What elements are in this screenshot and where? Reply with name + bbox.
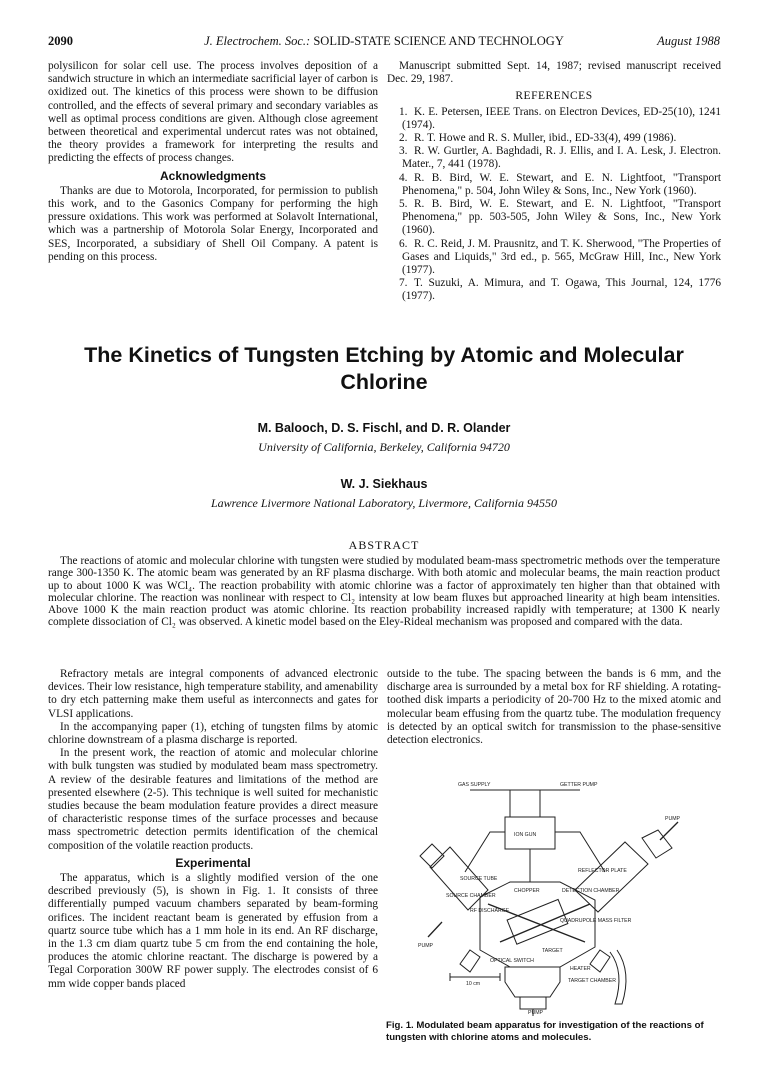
experimental-paragraph-1: The apparatus, which is a slightly modified version of the one described previously (5), is shown in Fig. 1. It consists of three differentially pumped vacuum chambers separated by beam-forming orifices. The incident reactant beam is generated by effusion from a quartz source tube which has a 1 mm hole in its end. An RF discharge, in the 1.3 cm diam quartz tube 5 cm from the end containing the hole, produces the atomic chlorine reactant. The discharge is powered by a Tegal Corporation 300W RF power supply. The electrodes consist of 6 mm wide copper bands placed <box>48 872 378 990</box>
body-left-column <box>48 668 378 991</box>
reference-text: R. B. Bird, W. E. Stewart, and E. N. Lightfoot, "Transport Phenomena," pp. 503-505, John Wiley & Sons, Inc., New York (1960). <box>402 198 721 237</box>
prev-article-left-column <box>48 60 378 264</box>
label-reflector-plate: REFLECTOR PLATE <box>578 868 627 874</box>
affiliation-secondary: Lawrence Livermore National Laboratory, Livermore, California 94550 <box>210 496 557 510</box>
label-source-tube: SOURCE TUBE <box>460 876 498 882</box>
article-title: The Kinetics of Tungsten Etching by Atomic and Molecular Chlorine <box>84 343 684 394</box>
pump-tube-right <box>610 950 626 1004</box>
figure-apparatus-diagram <box>410 772 710 1016</box>
label-getter-pump: GETTER PUMP <box>560 782 598 788</box>
acknowledgments-text: Thanks are due to Motorola, Incorporated, for permission to publish this work, and to the Gasonics Company for performing the high pressure oxidations. This work was performed at Solavolt International, which was a partnership of Motorola Solar Energy, Incorporated and SES, Incorporated, a subsidiary of Shell Oil Company. A patent is pending on this process. <box>48 184 378 263</box>
figure-caption: Fig. 1. Modulated beam apparatus for investigation of the reactions of tungsten with chlorine atoms and molecules. <box>386 1020 704 1043</box>
target-chamber <box>505 967 560 997</box>
experimental-paragraph-2: outside to the tube. The spacing between the bands is 6 mm, and the discharge area is surrounded by a metal box for RF shielding. A rotating-toothed disk imparts a periodicity of 20-700 Hz to the mixed atomic and molecular beam effusing from the quartz tube. The modulation frequency is detected by an optical switch for transmission to the phase-sensitive detection electronics. <box>387 668 721 747</box>
abstract-heading: ABSTRACT <box>348 538 420 552</box>
authors-secondary: W. J. Siekhaus <box>340 477 428 491</box>
reference-item <box>387 198 721 238</box>
reference-text: R. T. Howe and R. S. Muller, ibid., ED-33(4), 499 (1986). <box>414 132 677 145</box>
label-chopper: CHOPPER <box>514 888 540 894</box>
label-scale: 10 cm <box>466 981 481 987</box>
label-quadrupole: QUADRUPOLE MASS FILTER <box>560 918 632 924</box>
reference-item <box>387 145 721 171</box>
reference-number: 7. <box>399 277 408 290</box>
acknowledgments-heading: Acknowledgments <box>159 168 267 183</box>
journal-name-italic: J. Electrochem. Soc.: <box>204 34 311 48</box>
prev-article-right-column <box>387 60 721 304</box>
central-chamber <box>480 882 595 967</box>
label-detection-chamber: DETECTION CHAMBER <box>562 888 620 894</box>
reference-text: R. C. Reid, J. M. Prausnitz, and T. K. Sherwood, "The Properties of Gases and Liquids," 3rd ed., p. 565, McGraw Hill, Inc., New York (1977). <box>402 237 721 277</box>
reference-item <box>387 238 721 278</box>
reference-number: 4. <box>399 171 408 184</box>
reference-text: K. E. Petersen, IEEE Trans. on Electron Devices, ED-25(10), 1241 (1974). <box>402 105 721 131</box>
intro-paragraph-3: In the present work, the reaction of atomic and molecular chlorine with bulk tungsten was studied by modulated beam mass spectrometry. A review of the desirable features and limitations of the method are presented elsewhere (2-5). This technique is well suited for mechanistic studies because the beam modulation feature provides a direct measure of characteristic response times of the surface processes and because mass spectrometric detection permits identification of the chemical composition of the volatile reaction products. <box>48 747 378 852</box>
running-header <box>48 34 720 50</box>
journal-name <box>48 34 720 49</box>
label-gas-supply: GAS SUPPLY <box>458 782 491 788</box>
reference-text: T. Suzuki, A. Mimura, and T. Ogawa, This Journal, 124, 1776 (1977). <box>402 277 721 303</box>
intro-paragraph-1: Refractory metals are integral components of advanced electronic devices. Their low resistance, high temperature stability, and amenability to dry etch patterning make them useful as interconnects and gates for VLSI applications. <box>48 668 379 720</box>
label-heater: HEATER <box>570 966 591 972</box>
reference-text: R. W. Gurtler, A. Baghdadi, R. J. Ellis, and I. A. Lesk, J. Electron. Mater., 7, 441 (1978). <box>402 145 721 171</box>
references-list <box>387 106 721 304</box>
label-pump-bottom: PUMP <box>528 1010 543 1016</box>
reference-number: 2. <box>399 132 408 145</box>
issue-date: August 1988 <box>657 34 720 48</box>
reference-item <box>387 106 721 132</box>
reference-item <box>387 277 721 303</box>
references-heading: REFERENCES <box>515 90 593 103</box>
label-source-chamber: SOURCE CHAMBER <box>446 893 496 899</box>
reference-item <box>387 132 721 145</box>
label-ion-gun: ION GUN <box>514 832 537 838</box>
experimental-heading: Experimental <box>175 855 251 870</box>
reference-number: 5. <box>399 198 408 211</box>
authors-primary: M. Balooch, D. S. Fischl, and D. R. Olander <box>257 421 511 435</box>
reference-text: R. B. Bird, W. E. Stewart, and E. N. Lightfoot, "Transport Phenomena," p. 504, John Wiley & Sons, Inc., New York (1960). <box>402 171 721 197</box>
label-pump-right: PUMP <box>665 816 680 822</box>
label-rf-discharge: RF DISCHARGE <box>470 908 510 914</box>
reference-number: 3. <box>399 145 408 158</box>
reference-number: 6. <box>399 237 408 250</box>
affiliation-primary: University of California, Berkeley, California 94720 <box>258 440 510 454</box>
label-target-chamber: TARGET CHAMBER <box>568 978 616 984</box>
reference-number: 1. <box>399 105 408 118</box>
journal-name-rest: SOLID-STATE SCIENCE AND TECHNOLOGY <box>310 34 564 48</box>
page-number: 2090 <box>48 34 73 48</box>
manuscript-note: Manuscript submitted Sept. 14, 1987; revised manuscript received Dec. 29, 1987. <box>387 60 721 86</box>
abstract-text: The reactions of atomic and molecular chlorine with tungsten were studied by modulated beam-mass spectrometric methods over the temperature range 300-1350 K. The atomic beam was generated by an RF plasma discharge. With both atomic and molecular beams, the main reaction product up to about 1000 K was WCl₄. The reaction probability with atomic chlorine was a factor of approximately ten higher than that obtained with molecular chlorine. The reaction was nonlinear with respect to Cl₂ intensity at low beam fluxes but approached linearity at high beam intensities. Above 1000 K the main reaction product was atomic chlorine. Its reaction probability increased rapidly with temperature; at 1300 K nearly complete dissociation of Cl₂ was observed. A kinetic model based on the Eley-Rideal mechanism was proposed and compared with the data. <box>48 555 720 629</box>
label-optical-switch: OPTICAL SWITCH <box>490 958 534 964</box>
label-target: TARGET <box>542 948 563 954</box>
reference-item <box>387 172 721 198</box>
body-right-column <box>387 668 721 747</box>
prev-conclusion-text: polysilicon for solar cell use. The process involves deposition of a sandwich structure in which an intermediate sacrificial layer of carbon is oxidized out. The kinetics of this process were shown to be diffusion controlled, and the effects of several primary and secondary variables as well as optimal process conditions are given. Although close agreement between theoretical and experimental undercut rates was not obtained, the theory provides a framework for interpreting the results and predicting the effects of process changes. <box>48 60 378 165</box>
detection-arm <box>575 842 648 912</box>
intro-paragraph-2: In the accompanying paper (1), etching of tungsten films by atomic chlorine downstream of a plasma discharge is reported. <box>48 720 378 747</box>
label-pump-left: PUMP <box>418 943 433 949</box>
